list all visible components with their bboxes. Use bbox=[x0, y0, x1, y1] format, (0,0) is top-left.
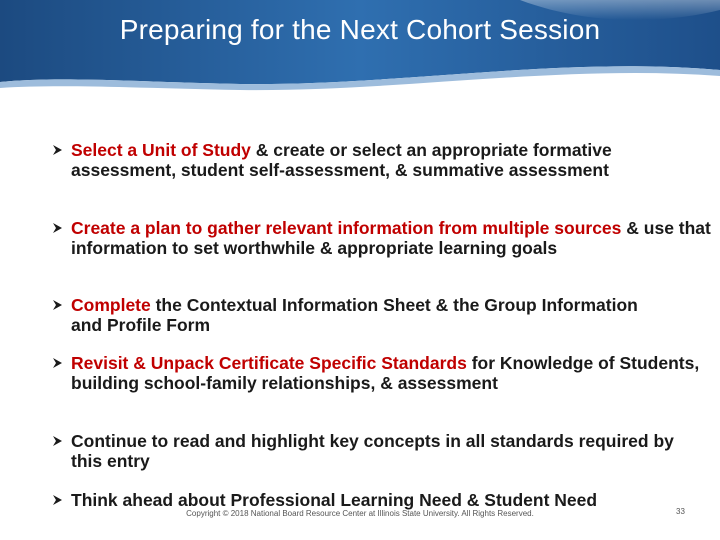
list-item bbox=[50, 218, 711, 258]
list-item bbox=[50, 140, 691, 180]
arrow-bullet-icon bbox=[50, 218, 66, 238]
bullet-text: & create or select an appropriate formative assessment, student self-assessment, & summative assessment bbox=[71, 140, 612, 180]
list-item bbox=[50, 295, 651, 335]
title-banner bbox=[0, 0, 720, 92]
arrow-bullet-icon bbox=[50, 140, 66, 160]
list-item bbox=[50, 353, 701, 393]
arrow-bullet-icon bbox=[50, 490, 66, 510]
bullet-text: for Knowledge of Students, building school-family relationships, & assessment bbox=[71, 353, 700, 393]
bullet-text: the Contextual Information Sheet & the Group Information and Profile Form bbox=[71, 295, 638, 335]
arrow-bullet-icon bbox=[50, 295, 66, 315]
arrow-bullet-icon bbox=[50, 353, 66, 373]
highlight-text: Revisit & Unpack Certificate Specific Standards bbox=[71, 353, 467, 373]
highlight-text: Select a Unit of Study bbox=[71, 140, 251, 160]
list-item bbox=[50, 490, 720, 510]
bullet-text: Think ahead about Professional Learning Need & Student Need bbox=[71, 490, 598, 510]
page-title: Preparing for the Next Cohort Session bbox=[119, 14, 601, 45]
list-item bbox=[50, 431, 681, 471]
highlight-text: Complete bbox=[71, 295, 151, 315]
highlight-text: Create a plan to gather relevant information from multiple sources bbox=[71, 218, 622, 238]
bullet-text: Continue to read and highlight key concepts in all standards required by this entry bbox=[71, 431, 674, 471]
page-number: 33 bbox=[676, 507, 685, 516]
copyright-footer: Copyright © 2018 National Board Resource Center at Illinois State University. All Rights Reserved. bbox=[186, 509, 534, 518]
bullet-text: & use that information to set worthwhile & appropriate learning goals bbox=[71, 218, 711, 258]
arrow-bullet-icon bbox=[50, 431, 66, 451]
